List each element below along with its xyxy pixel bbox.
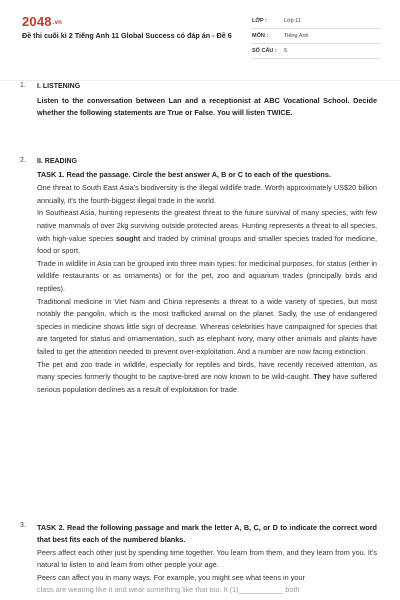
question-number: 1. [20,82,26,89]
question-number: 2. [20,157,26,164]
task-1-title: TASK 1. Read the passage. Circle the best answer A, B or C to each of the questions. [37,170,331,179]
meta-row-subject [252,29,380,44]
page-header [0,0,400,80]
text-run: The pet and zoo trade in wildlife, especially for reptiles and birds, have recently received attention, as many species formerly thought to be captive-bred are now known to be wild-caught. [37,359,377,382]
text-run: have suffered serious population declines as a result of exploitation for trade. [37,372,377,394]
task-2-title: TASK 2. Read the following passage and mark the letter A, B, C, or D to indicate the correct word that best fits each of the numbered blanks. [37,523,377,545]
meta-value: Tiếng Anh [284,33,309,39]
meta-value: Lớp 11 [284,18,301,24]
passage-paragraph-2 [37,207,377,257]
listening-instruction: Listen to the conversation between Lan and a receptionist at ABC Vocational School. Decide whether the following statements are True or False. You will listen TWICE. [37,96,377,118]
highlighted-word: sought [115,233,141,243]
meta-key: MÔN : [252,33,269,39]
passage-paragraph-1: One threat to South East Asia's biodiversity is the illegal wildlife trade. Worth approximately US$20 billion annually, it's the fourth-biggest illegal trade in the world. [37,183,377,205]
task-2-paragraph-3: class are wearing like it and wear something like that too. It (1)___________ both [37,585,300,595]
meta-key: LỚP : [252,18,267,24]
passage-paragraph-4: Traditional medicine in Viet Nam and China represents a threat to a wide variety of species, but most notably the pangolin, which is the most trafficked animal on the planet. Sadly, the use of endangered species in medicine shows little sign of decrease. Whereas celebrities have campaigned for species that are targeted for status and ornamentation, such as elephant ivory, many other animals and plants have failed to get the attention needed to prevent over-exploitation. And a number are now facing extinction. [37,296,377,357]
meta-key: SỐ CÂU : [252,48,277,54]
meta-value: 5 [284,48,288,54]
question-number: 3. [20,522,26,529]
exam-meta-table [252,14,380,59]
site-logo[interactable] [22,14,62,29]
task-2-paragraph-2: Peers can affect you in many ways. For example, you might see what teens in your [37,572,305,582]
document-title: Đề thi cuối kì 2 Tiếng Anh 11 Global Success có đáp án - Đề 6 [22,31,232,40]
task-2-paragraph-1: Peers affect each other just by spending time together. You learn from them, and they learn from you. It's natural to listen to and learn from other people your age. [37,547,377,570]
text-run: and traded by criminal groups and smaller species traded for medicine, food or sport. [37,233,377,256]
header-divider [0,80,400,81]
meta-row-question-count [252,44,380,59]
section-title: I. LISTENING [37,83,81,90]
logo-main: 2048 [22,14,52,29]
section-title: II. READING [37,158,78,165]
logo-suffix: .vn [52,19,63,26]
meta-row-class [252,14,380,29]
passage-paragraph-3: Trade in wildlife in Asia can be grouped into three main types: for medicinal purposes, for status (either in wildlife restaurants or as ornaments) or for the pet, zoo and aquarium trades (principally birds and reptiles). [37,258,377,294]
highlighted-word: They [313,372,331,382]
text-run: In Southeast Asia, hunting represents the greatest threat to the future survival of many species, with few native mammals of over 2kg surviving outside protected areas. Hunting represents a threat to all species, with high-value species [37,208,377,243]
passage-paragraph-5 [37,359,377,397]
